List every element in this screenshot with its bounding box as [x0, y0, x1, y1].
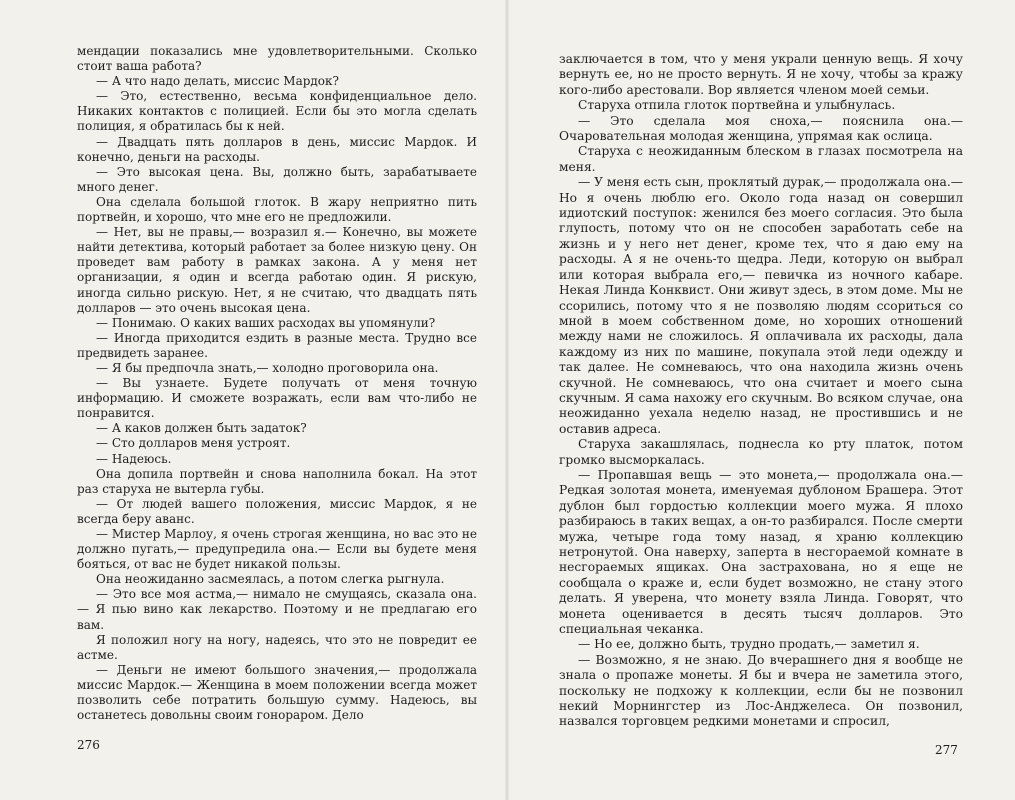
paragraph: — Нет, вы не правы,— возразил я.— Конечно, вы можете найти детектива, который работает за более низкую цену. Он проведет вам работу в рамках закона. А у меня нет организации, я один и всегда работаю один. Я рискую, иногда сильно рискую. Нет, я не считаю, что двадцать пять долларов — это очень высокая цена. [77, 225, 477, 315]
paragraph: — А каков должен быть задаток? [96, 421, 307, 436]
page-number: 277 [935, 743, 958, 757]
left-page [0, 0, 507, 800]
paragraph: Она допила портвейн и снова наполнила бокал. На этот раз старуха не вытерла губы. [77, 466, 477, 496]
paragraph: — Это, естественно, весьма конфиденциальное дело. Никаких контактов с полицией. Если бы это могла сделать полиция, я обратилась бы к ней. [77, 89, 477, 134]
paragraph: — Вы узнаете. Будете получать от меня точную информацию. И сможете возражать, если вам что-либо не понравится. [77, 376, 477, 421]
paragraph: — Это сделала моя сноха,— пояснила она.— Очаровательная молодая женщина, упрямая как ослица. [559, 113, 963, 144]
right-page-text [559, 52, 963, 730]
paragraph: заключается в том, что у меня украли ценную вещь. Я хочу вернуть ее, но не просто вернуть. Я не хочу, чтобы за кражу кого-либо арестовали. Вор является членом моей семьи. [559, 52, 963, 97]
paragraph: — Иногда приходится ездить в разные места. Трудно все предвидеть заранее. [77, 330, 477, 360]
paragraph: — Понимаю. О каких ваших расходах вы упомянули? [96, 315, 436, 330]
paragraph: — Мистер Марлоу, я очень строгая женщина, но вас это не должно пугать,— предупредила она.— Если вы будете меня бояться, от вас не будет никакой пользы. [77, 527, 477, 572]
paragraph: — Я бы предпочла знать,— холодно проговорила она. [96, 360, 439, 375]
paragraph: Старуха закашлялась, поднесла ко рту платок, потом громко высморкалась. [559, 437, 963, 467]
paragraph: Она сделала большой глоток. В жару неприятно пить портвейн, и хорошо, что мне его не предложили. [77, 194, 477, 225]
paragraph: — Сто долларов меня устроят. [96, 436, 291, 451]
paragraph: — От людей вашего положения, миссис Мардок, я не всегда беру аванс. [77, 496, 477, 526]
paragraph: мендации показались мне удовлетворительными. Сколько стоит ваша работа? [77, 44, 477, 74]
paragraph: Старуха с неожиданным блеском в глазах посмотрела на меня. [559, 144, 963, 174]
paragraph: — Но ее, должно быть, трудно продать,— заметил я. [578, 637, 920, 652]
paragraph: — Надеюсь. [96, 451, 172, 466]
paragraph: — А что надо делать, миссис Мардок? [96, 74, 339, 89]
paragraph: — У меня есть сын, проклятый дурак,— продолжала она.— Но я очень люблю его. Около года назад он совершил идиотский поступок: женился без моего согласия. Это была глупость, потому что он не способен заработать себе на жизнь и у него нет денег, кроме тех, что я даю ему на расходы. А я не очень-то щедра. Леди, которую он выбрал или которая выбрала его,— певичка из ночного кабаре. Некая Линда Конквист. Они живут здесь, в этом доме. Мы не ссорились, потому что я не позволяю людям ссориться со мной в моем собственном доме, но хороших отношений между нами не сложилось. Я оплачивала их расходы, дала каждому из них по машине, покупала этой леди одежду и так далее. Не сомневаюсь, что она находила жизнь очень скучной. Не сомневаюсь, что она считает и моего сына скучным. Я сама нахожу его скучным. Во всяком случае, она неожиданно уехала неделю назад, не простившись и не оставив адреса. [559, 175, 963, 436]
paragraph: — Возможно, я не знаю. До вчерашнего дня я вообще не знала о пропаже монеты. Я бы и вчера не заметила этого, поскольку не подхожу к коллекции, если бы не позвонил некий Морнингстер из Лос-Анджелеса. Он позвонил, назвался торговцем редкими монетами и спросил, [559, 652, 963, 729]
paragraph: — Пропавшая вещь — это монета,— продолжала она.— Редкая золотая монета, именуемая дублоном Брашера. Этот дублон был гордостью коллекции моего мужа. Я плохо разбираюсь в таких вещах, а он-то разбирался. После смерти мужа, четыре года тому назад, я храню коллекцию нетронутой. Она наверху, заперта в несгораемой комнате в несгораемых ящиках. Она застрахована, но я еще не сообщала о краже и, если будет возможно, не стану этого делать. Я уверена, что монету взяла Линда. Говорят, что монета оценивается в десять тысяч долларов. Это специальная чеканка. [559, 467, 963, 637]
right-page [508, 0, 1015, 800]
paragraph: Старуха отпила глоток портвейна и улыбнулась. [578, 98, 896, 113]
page-number: 276 [77, 738, 100, 752]
paragraph: Она неожиданно засмеялась, а потом слегка рыгнула. [96, 572, 445, 587]
left-page-text [77, 44, 477, 723]
paragraph: — Двадцать пять долларов в день, миссис Мардок. И конечно, деньги на расходы. [77, 134, 477, 164]
paragraph: — Деньги не имеют большого значения,— продолжала миссис Мардок.— Женщина в моем положении всегда может позволить себе потратить большую сумму. Надеюсь, вы останетесь довольны своим гонораром. Дело [77, 662, 477, 723]
paragraph: Я положил ногу на ногу, надеясь, что это не повредит ее астме. [77, 632, 477, 662]
paragraph: — Это высокая цена. Вы, должно быть, зарабатываете много денег. [77, 164, 477, 194]
paragraph: — Это все моя астма,— нимало не смущаясь, сказала она.— Я пью вино как лекарство. Поэтому и не предлагаю его вам. [77, 587, 477, 632]
